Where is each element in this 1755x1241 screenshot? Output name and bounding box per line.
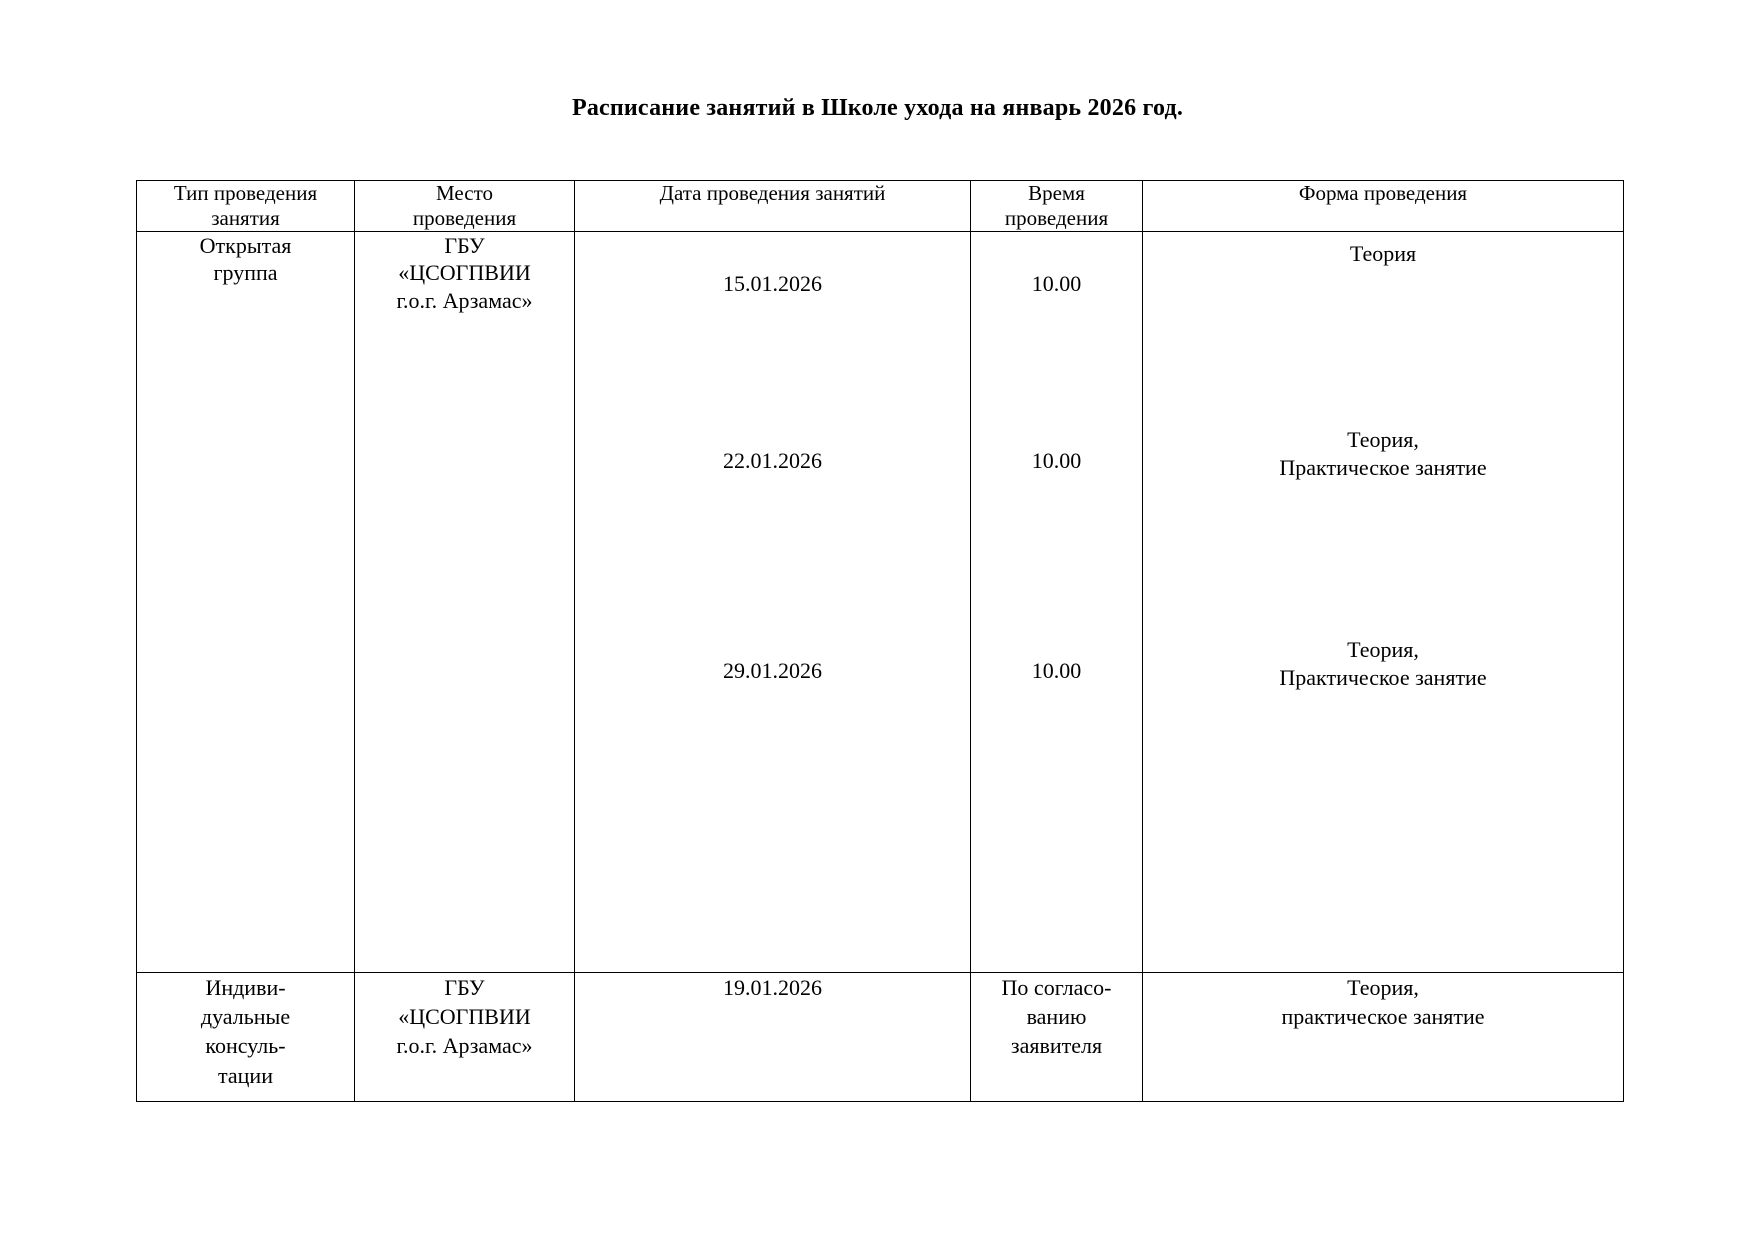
session-form-3-line1: Теория,	[1347, 636, 1419, 662]
session-form-3	[1143, 636, 1623, 692]
session-date: 19.01.2026	[723, 974, 822, 1000]
column-header-date	[575, 181, 971, 232]
session-type-line2: дуальные	[200, 1004, 291, 1029]
session-form-1-line1: Теория	[1349, 240, 1417, 266]
place-line2: «ЦСОГПВИИ	[398, 1004, 531, 1029]
cell-session-type	[137, 972, 355, 1101]
column-header-time-line2: проведения	[1004, 205, 1109, 230]
page-title: Расписание занятий в Школе ухода на январь 2026 год.	[571, 95, 1184, 121]
place-line1: ГБУ	[444, 974, 485, 1000]
session-time-2: 10.00	[1031, 447, 1082, 473]
column-header-type-line2: занятия	[211, 205, 280, 230]
session-form-2-line2: Практическое занятие	[1279, 454, 1487, 480]
session-time-line1: По согласо-	[1001, 974, 1112, 1000]
cell-dates	[575, 231, 971, 972]
place-line1: ГБУ	[444, 232, 485, 258]
session-time-1: 10.00	[1031, 270, 1082, 296]
cell-place	[355, 972, 575, 1101]
table-row	[137, 231, 1624, 972]
table-header-row	[137, 181, 1624, 232]
column-header-type	[137, 181, 355, 232]
session-time-line2: ванию	[1026, 1004, 1087, 1029]
session-date-3: 29.01.2026	[723, 657, 822, 683]
session-time-3: 10.00	[1031, 657, 1082, 683]
session-type-line4: тации	[218, 1062, 273, 1088]
session-form-line2: практическое занятие	[1281, 1004, 1485, 1029]
session-type-line3: консуль-	[205, 1033, 286, 1059]
cell-forms	[1143, 231, 1624, 972]
cell-time	[971, 972, 1143, 1101]
column-header-form-line1: Форма проведения	[1298, 181, 1468, 205]
session-type-line1: Открытая	[199, 232, 292, 258]
session-date-2: 22.01.2026	[723, 447, 822, 473]
column-header-date-line1: Дата проведения занятий	[659, 181, 886, 205]
cell-place	[355, 231, 575, 972]
column-header-place	[355, 181, 575, 232]
column-header-form	[1143, 181, 1624, 232]
column-header-place-line2: проведения	[412, 205, 517, 230]
cell-session-type	[137, 231, 355, 972]
column-header-time-line1: Время	[1028, 181, 1085, 205]
session-form-3-line2: Практическое занятие	[1279, 664, 1487, 690]
session-form-line1: Теория,	[1347, 974, 1419, 1000]
cell-form	[1143, 972, 1624, 1101]
session-type-line1: Индиви-	[205, 974, 286, 1000]
cell-times	[971, 231, 1143, 972]
column-header-type-line1: Тип проведения	[173, 181, 318, 205]
session-form-2-line1: Теория,	[1347, 426, 1419, 452]
schedule-table	[136, 180, 1624, 1102]
session-type-line2: группа	[213, 260, 278, 286]
place-line2: «ЦСОГПВИИ	[398, 260, 531, 286]
session-time-line3: заявителя	[1010, 1033, 1103, 1059]
table-row	[137, 972, 1624, 1101]
session-form-2	[1143, 426, 1623, 482]
column-header-place-line1: Место	[436, 181, 493, 205]
session-date-1: 15.01.2026	[723, 270, 822, 296]
place-line3: г.о.г. Арзамас»	[396, 1033, 533, 1059]
place-line3: г.о.г. Арзамас»	[396, 287, 533, 313]
cell-date	[575, 972, 971, 1101]
column-header-time	[971, 181, 1143, 232]
